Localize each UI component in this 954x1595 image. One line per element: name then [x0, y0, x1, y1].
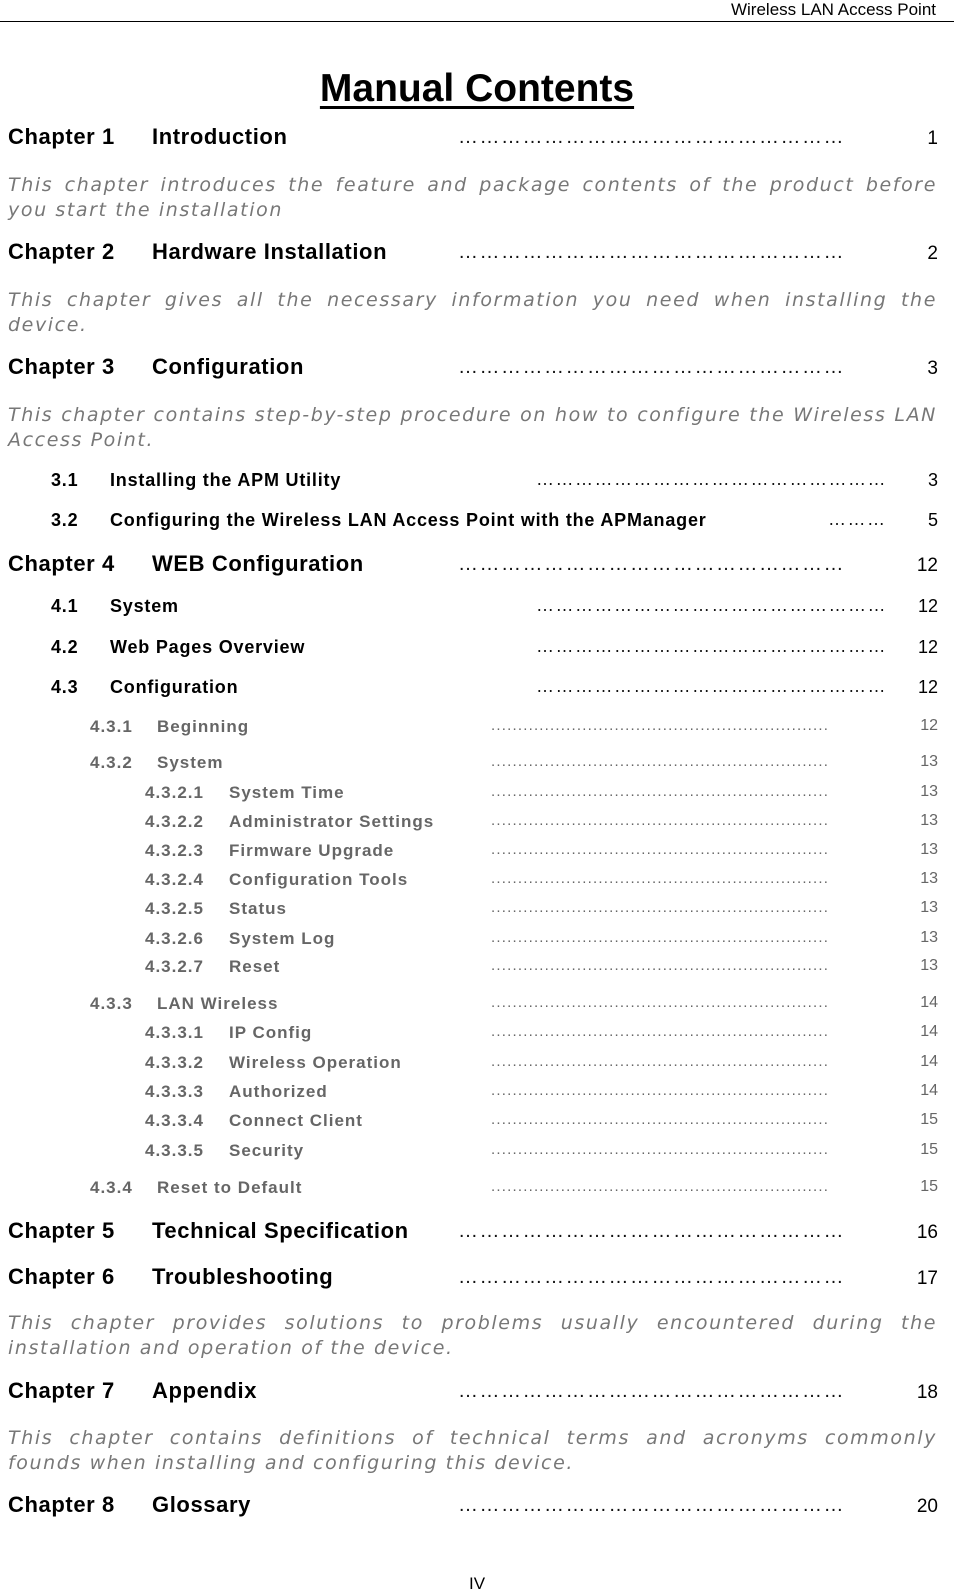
- chapter-description: This chapter gives all the necessary information you need when installing the device.: [8, 289, 937, 336]
- chapter-description: This chapter provides solutions to problems usually encountered during the installation and operation of the device.: [8, 1312, 937, 1359]
- toc-leader: ………………………………………………: [458, 126, 845, 148]
- toc-item-4-3-3-1[interactable]: [145, 1022, 312, 1044]
- item-number: 4.3.2.6: [145, 929, 204, 948]
- chapter-title: Glossary: [152, 1492, 251, 1517]
- item-title: Configuration Tools: [229, 870, 409, 889]
- chapter-description: This chapter introduces the feature and package contents of the product before you start the installation: [8, 174, 937, 221]
- chapter-number: Chapter 8: [8, 1492, 115, 1517]
- toc-leader: ...............................................................: [491, 1141, 830, 1158]
- chapter-number: Chapter 5: [8, 1218, 115, 1243]
- chapter-title: Hardware Installation: [152, 239, 388, 264]
- toc-page-number: 15: [920, 1111, 938, 1128]
- item-title: Firmware Upgrade: [229, 841, 395, 860]
- toc-page-number: 12: [917, 677, 938, 697]
- toc-section-4-3[interactable]: [51, 675, 238, 699]
- toc-leader: ...............................................................: [491, 994, 830, 1011]
- chapter-number: Chapter 7: [8, 1378, 115, 1403]
- toc-leader: ...............................................................: [491, 1023, 830, 1040]
- item-title: Authorized: [229, 1082, 328, 1101]
- item-number: 4.3.2.1: [145, 783, 204, 802]
- toc-leader: ...............................................................: [491, 1082, 830, 1099]
- item-number: 4.3.3.1: [145, 1023, 204, 1042]
- toc-leader: ...............................................................: [491, 753, 830, 770]
- toc-leader: ………………………………………………: [536, 676, 887, 696]
- item-title: Wireless Operation: [229, 1053, 402, 1072]
- toc-subsection-4-3-4[interactable]: [90, 1177, 302, 1199]
- toc-leader: ...............................................................: [491, 783, 830, 800]
- toc-page-number: 15: [920, 1178, 938, 1195]
- toc-page-number: 3: [927, 358, 938, 379]
- toc-item-4-3-2-6[interactable]: [145, 928, 335, 950]
- toc-leader: ………………………………………………: [458, 1220, 845, 1242]
- toc-page-number: 12: [917, 637, 938, 657]
- toc-leader: ...............................................................: [491, 957, 830, 974]
- toc-leader: ...............................................................: [491, 1178, 830, 1195]
- toc-leader: ………………………………………………: [458, 356, 845, 378]
- toc-leader: ………………………………………………: [536, 595, 887, 615]
- toc-page-number: 13: [920, 929, 938, 946]
- toc-chapter-6[interactable]: [8, 1263, 333, 1291]
- toc-section-3-2[interactable]: [51, 508, 707, 532]
- subsection-number: 4.3.4: [90, 1178, 133, 1197]
- toc-item-4-3-2-3[interactable]: [145, 840, 394, 862]
- toc-page-number: 14: [920, 1082, 938, 1099]
- toc-page-number: 13: [920, 841, 938, 858]
- chapter-description: This chapter contains definitions of technical terms and acronyms commonly founds when installing and configuring this device.: [8, 1427, 937, 1474]
- toc-item-4-3-2-7[interactable]: [145, 956, 280, 978]
- toc-leader: ………………………………………………: [458, 553, 845, 575]
- toc-chapter-8[interactable]: [8, 1491, 251, 1519]
- toc-leader: ...............................................................: [491, 899, 830, 916]
- toc-page-number: 14: [920, 1023, 938, 1040]
- chapter-number: Chapter 2: [8, 239, 115, 264]
- item-title: Connect Client: [229, 1111, 363, 1130]
- item-number: 4.3.3.2: [145, 1053, 204, 1072]
- toc-leader: ………: [828, 509, 887, 529]
- toc-page-number: 1: [927, 128, 938, 149]
- section-title: Installing the APM Utility: [110, 470, 342, 490]
- chapter-title: Introduction: [152, 124, 288, 149]
- toc-item-4-3-3-3[interactable]: [145, 1081, 328, 1103]
- section-number: 4.3: [51, 677, 79, 697]
- item-title: Status: [229, 899, 287, 918]
- toc-leader: ...............................................................: [491, 1053, 830, 1070]
- toc-page-number: 2: [927, 243, 938, 264]
- toc-page-number: 14: [920, 1053, 938, 1070]
- item-number: 4.3.2.7: [145, 957, 204, 976]
- toc-page-number: 5: [927, 510, 938, 530]
- section-number: 4.2: [51, 637, 79, 657]
- item-number: 4.3.2.5: [145, 899, 204, 918]
- toc-item-4-3-3-5[interactable]: [145, 1140, 304, 1162]
- toc-page-number: 16: [916, 1222, 938, 1243]
- toc-item-4-3-2-1[interactable]: [145, 782, 345, 804]
- chapter-number: Chapter 1: [8, 124, 115, 149]
- page-header: [0, 0, 954, 22]
- subsection-title: System: [157, 753, 224, 772]
- section-title: System: [110, 596, 179, 616]
- chapter-title: WEB Configuration: [152, 551, 364, 576]
- toc-section-3-1[interactable]: [51, 468, 341, 492]
- item-title: IP Config: [229, 1023, 313, 1042]
- item-title: System Time: [229, 783, 345, 802]
- toc-section-4-2[interactable]: [51, 635, 305, 659]
- toc-leader: ...............................................................: [491, 841, 830, 858]
- subsection-number: 4.3.2: [90, 753, 133, 772]
- toc-subsection-4-3-1[interactable]: [90, 716, 249, 738]
- toc-chapter-7[interactable]: [8, 1377, 257, 1405]
- subsection-number: 4.3.1: [90, 717, 133, 736]
- toc-chapter-5[interactable]: [8, 1217, 409, 1245]
- header-title: Wireless LAN Access Point: [730, 0, 936, 19]
- item-title: Reset: [229, 957, 281, 976]
- toc-leader: ………………………………………………: [458, 1494, 845, 1516]
- section-title: Configuring the Wireless LAN Access Point with the APManager: [110, 510, 707, 530]
- chapter-number: Chapter 3: [8, 354, 115, 379]
- toc-item-4-3-3-4[interactable]: [145, 1110, 363, 1132]
- toc-subsection-4-3-3[interactable]: [90, 993, 278, 1015]
- toc-page-number: 12: [917, 596, 938, 616]
- toc-leader: ………………………………………………: [536, 469, 887, 489]
- chapter-title: Troubleshooting: [152, 1264, 334, 1289]
- toc-page-number: 12: [920, 717, 938, 734]
- item-number: 4.3.3.4: [145, 1111, 204, 1130]
- toc-page-number: 13: [920, 899, 938, 916]
- item-number: 4.3.2.2: [145, 812, 204, 831]
- page-title: Manual Contents: [319, 67, 635, 110]
- toc-leader: ...............................................................: [491, 717, 830, 734]
- toc-subsection-4-3-2[interactable]: [90, 752, 223, 774]
- toc-page-number: 12: [916, 555, 938, 576]
- toc-page-number: 13: [920, 812, 938, 829]
- toc-leader: ………………………………………………: [458, 241, 845, 263]
- toc-chapter-4[interactable]: [8, 550, 364, 578]
- item-title: Administrator Settings: [229, 812, 435, 831]
- item-title: System Log: [229, 929, 336, 948]
- toc-leader: ...............................................................: [491, 929, 830, 946]
- toc-leader: ...............................................................: [491, 812, 830, 829]
- subsection-number: 4.3.3: [90, 994, 133, 1013]
- item-number: 4.3.3.3: [145, 1082, 204, 1101]
- chapter-title: Configuration: [152, 354, 304, 379]
- toc-leader: ...............................................................: [491, 870, 830, 887]
- chapter-title: Technical Specification: [152, 1218, 409, 1243]
- toc-page-number: 3: [927, 470, 938, 490]
- toc-chapter-3[interactable]: [8, 353, 304, 381]
- chapter-number: Chapter 6: [8, 1264, 115, 1289]
- section-number: 3.1: [51, 470, 79, 490]
- subsection-title: Beginning: [157, 717, 250, 736]
- section-number: 4.1: [51, 596, 79, 616]
- toc-page-number: 13: [920, 783, 938, 800]
- toc-leader: ………………………………………………: [458, 1380, 845, 1402]
- section-title: Configuration: [110, 677, 239, 697]
- item-number: 4.3.2.3: [145, 841, 204, 860]
- toc-chapter-1[interactable]: [8, 123, 288, 151]
- toc-item-4-3-3-2[interactable]: [145, 1052, 402, 1074]
- toc-section-4-1[interactable]: [51, 594, 179, 618]
- toc-page-number: 18: [916, 1382, 938, 1403]
- subsection-title: Reset to Default: [157, 1178, 303, 1197]
- toc-leader: ………………………………………………: [536, 636, 887, 656]
- toc-page-number: 14: [920, 994, 938, 1011]
- toc-page-number: 13: [920, 753, 938, 770]
- toc-item-4-3-2-2[interactable]: [145, 811, 434, 833]
- toc-chapter-2[interactable]: [8, 238, 387, 266]
- subsection-title: LAN Wireless: [157, 994, 279, 1013]
- toc-page-number: 20: [916, 1496, 938, 1517]
- toc-item-4-3-2-4[interactable]: [145, 869, 408, 891]
- page-footer-number: IV: [468, 1574, 486, 1593]
- item-number: 4.3.3.5: [145, 1141, 204, 1160]
- toc-page-number: 13: [920, 870, 938, 887]
- chapter-description: This chapter contains step-by-step procedure on how to configure the Wireless LAN Access Point.: [8, 404, 937, 451]
- toc-page-number: 13: [920, 957, 938, 974]
- section-title: Web Pages Overview: [110, 637, 306, 657]
- toc-leader: ………………………………………………: [458, 1266, 845, 1288]
- toc-page-number: 17: [916, 1268, 938, 1289]
- chapter-title: Appendix: [152, 1378, 258, 1403]
- item-title: Security: [229, 1141, 305, 1160]
- toc-item-4-3-2-5[interactable]: [145, 898, 287, 920]
- item-number: 4.3.2.4: [145, 870, 204, 889]
- toc-leader: ...............................................................: [491, 1111, 830, 1128]
- toc-page-number: 15: [920, 1141, 938, 1158]
- chapter-number: Chapter 4: [8, 551, 115, 576]
- section-number: 3.2: [51, 510, 79, 530]
